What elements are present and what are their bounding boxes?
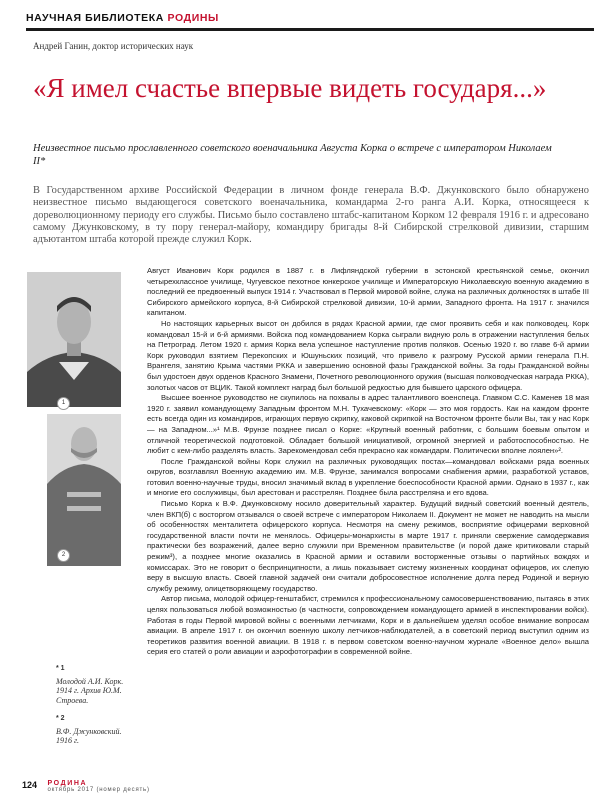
magazine-name: РОДИНА — [47, 780, 88, 787]
body-paragraph: Но настоящих карьерных высот он добился в рядах Красной армии, где смог проявить себя и как полководец. Корк командовал 15-й и 6-й армиями. Войска под командованием Корка сыграли видную роль в отражении наступления белых на Петроград. Летом 1920 г. армия Корка вела успешное наступление против поляков. Осенью 1920 г. во главе 6-й армии Корк руководил взятием Перекопских и Юшуньских позиций, что привело к разгрому Русской армии генерала П.Н. Врангеля, занятию Крыма частями РККА и завершению основной фазы Гражданской войны. За годы Гражданской войны был удостоен двух орденов Красного Знамени, Почетного революционного оружия (высшая полководческая награда РККА), золотых часов от ВЦИК. Такой комплект наград был большой редкостью для бывшего царского офицера. — [147, 318, 589, 392]
magazine-info — [47, 780, 149, 793]
magazine-issue: октябрь 2017 (номер десять) — [47, 787, 150, 793]
body-paragraph: Август Иванович Корк родился в 1887 г. в Лифляндской губернии в эстонской крестьянской семье, окончил четырехклассное училище, Чугуевское пехотное юнкерское училище и Императорскую Николаевскую военную академию в последний ее предвоенный выпуск 1914 г. Участвовал в Первой мировой войне, служа на различных должностях в штабе III Сибирского армейского корпуса, 8-й Сибирской стрелковой дивизии, 10-й армии, Западного фронта. На 1917 г. значился капитаном. — [147, 266, 589, 318]
section-title-accent: РОДИНЫ — [167, 12, 219, 24]
photo-dzhunkovsky — [47, 414, 121, 566]
portrait-dzhunkovsky-illustration — [47, 414, 121, 566]
body-paragraph: Автор письма, молодой офицер-генштабист, стремился к профессиональному самосовершенствованию, пытаясь в этих целях пользоваться любой возможностью (в частности, сопровождением командующего армией в инспектировании войск). Работая в годы Первой мировой войны с военными летчиками, Корк и в дальнейшем уделял особое внимание вопросам авиации. В апреле 1917 г. он окончил военную школу летчиков-наблюдателей, а в советский период выступил одним из теоретиков развития военной авиации. В 1918 г. в первом советском военно-научном журнале «Военное дело» вышла серия его статей о роли авиации и аэрофотографии в современной войне. — [147, 594, 589, 657]
body-paragraph: После Гражданской войны Корк служил на различных руководящих постах—командовал войсками ряда военных округов, возглавлял Военную академию им. М.В. Фрунзе, занимался вопросами снабжения армии, разработкой уставов, готовил военно-научные труды, вносил значимый вклад в укрепление боеспособности Красной армии. Однако в 1937 г., как и многие его сослуживцы, был арестован и расстрелян. Позднее была расстреляна и его вдова. — [147, 456, 589, 498]
photo-young-kork — [27, 272, 121, 407]
body-paragraph: Письмо Корка к В.Ф. Джунковскому носило доверительный характер. Будущий видный советский военный деятель, член ВКП(б) с восторгом отзывался о своей встрече с императором Николаем II. Документ не может не наводить на мысли об особенностях менталитета офицерского корпуса. Несмотря на смену режимов, восприятие офицерами верховной государственной власти почти не менялось. Офицеры-монархисты в марте 1917 г. приняли свержение самодержавия практически без возражений, далее верно служили при Временном правительстве (и порой даже критиковали старый режим³), а позднее многие оказались в Красной армии и оставили восторженные отзывы о партийных вождях и комиссарах. Это не говорит о беспринципности, а лишь показывает систему жизненных координат офицеров, их слепую веру в высшую власть. Своей главной задачей они считали добросовестное исполнение долга перед Родиной и верную службу режиму, олицетворяющему государство. — [147, 499, 589, 593]
header-rule — [26, 28, 594, 31]
page-footer — [22, 780, 150, 798]
caption-text: Молодой А.И. Корк. 1914 г. Архив Ю.М. Строева. — [56, 676, 124, 705]
portrait-kork-illustration — [27, 272, 121, 407]
article-lead: В Государственном архиве Российской Федерации в личном фонде генерала В.Ф. Джунковского было обнаружено неизвестное письмо выдающегося советского военачальника, командарма 2-го ранга А.И. Корка, относящееся к дореволюционному периоду его службы. Письмо было составлено штабс-капитаном Корком 12 февраля 1916 г. и адресовано самому Джунковскому, в ту пору генерал-майору, командиру бригады 8-й Сибирской стрелковой дивизии, старшим адъютантом штаба которой прежде служил Корк. — [33, 185, 589, 246]
photo-number-badge: 2 — [57, 549, 70, 562]
section-title — [26, 12, 594, 24]
caption-number: * 2 — [56, 715, 65, 722]
photo-number-badge: 1 — [57, 397, 70, 410]
caption-number: * 1 — [56, 665, 65, 672]
article-body — [147, 266, 589, 658]
caption-text: В.Ф. Джунковский. 1916 г. — [56, 726, 122, 745]
photo-captions — [56, 664, 136, 755]
article-title: «Я имел счастье впервые видеть государя...» — [33, 73, 547, 103]
page-number: 124 — [22, 780, 38, 790]
article-author: Андрей Ганин, доктор исторических наук — [33, 41, 194, 51]
section-header — [26, 12, 594, 31]
section-title-main: НАУЧНАЯ БИБЛИОТЕКА — [26, 12, 164, 24]
article-subtitle: Неизвестное письмо прославленного советского военачальника Августа Корка о встрече с императором Николаем II* — [33, 143, 552, 167]
body-paragraph: Высшее военное руководство не скупилось на похвалы в адрес талантливого военспеца. Главком С.С. Каменев 18 мая 1920 г. заявил командующему Западным фронтом М.Н. Тухачевскому: «Корк — это моя гордость. Как на каждом фронте есть всегда один из командиров, играющих первую скрипку, каковой скрипкой на Восточном фронте были Вы, так у нас Корк — на Западном...»¹ М.В. Фрунзе позднее писал о Корке: «Крупный военный работник, с большим боевым опытом и отличной теоретической подготовкой. Обладает большой инициативой, огромной энергией и работоспособностью. Не любит с кем-либо разделять власть. Зарекомендовал себя прекрасно как командарм. Политически вполне лоялен»². — [147, 393, 589, 456]
